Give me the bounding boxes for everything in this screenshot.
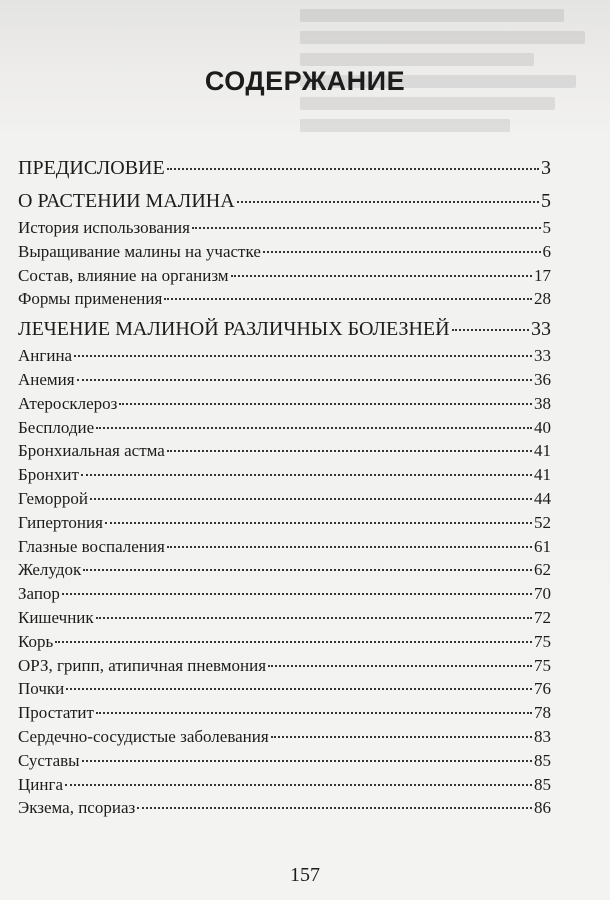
page-title: СОДЕРЖАНИЕ — [204, 66, 406, 96]
toc-entry-page: 62 — [534, 560, 551, 580]
toc-entry-page: 85 — [534, 774, 551, 794]
toc-item — [18, 725, 551, 749]
dot-leader — [167, 168, 539, 170]
toc-entry-page: 6 — [542, 241, 551, 261]
toc-entry-page: 75 — [534, 631, 551, 651]
dot-leader — [237, 201, 539, 203]
toc-entry-page: 40 — [534, 417, 551, 437]
toc-item — [18, 677, 551, 701]
toc-entry-page: 83 — [534, 726, 551, 746]
toc-entry-title: История использования — [18, 218, 190, 237]
toc-entry-title: Геморрой — [18, 488, 88, 508]
dot-leader — [452, 329, 529, 331]
dot-leader — [231, 275, 532, 277]
dot-leader — [192, 227, 541, 229]
toc-item — [18, 287, 551, 311]
page-number: 157 — [290, 864, 320, 886]
toc-item — [18, 535, 551, 559]
toc-entry-page: 33 — [534, 346, 551, 366]
toc-entry-title: Атеросклероз — [18, 393, 118, 413]
table-of-contents — [18, 150, 551, 820]
toc-chapter — [18, 186, 551, 216]
dot-leader — [65, 784, 532, 786]
toc-entry-page: 70 — [534, 584, 551, 604]
dot-leader — [271, 736, 532, 738]
dot-leader — [74, 355, 532, 357]
toc-entry-title: О РАСТЕНИИ МАЛИНА — [18, 190, 235, 212]
toc-entry-page: 75 — [534, 655, 551, 675]
toc-entry-page: 5 — [541, 190, 551, 212]
toc-item — [18, 463, 551, 487]
toc-entry-title: Гипертония — [18, 512, 103, 532]
dot-leader — [96, 427, 532, 429]
toc-entry-title: Бронхит — [18, 465, 79, 485]
dot-leader — [268, 665, 532, 667]
toc-item — [18, 558, 551, 582]
toc-entry-page: 78 — [534, 703, 551, 723]
toc-entry-page: 41 — [534, 465, 551, 485]
toc-item — [18, 416, 551, 440]
toc-item — [18, 701, 551, 725]
toc-entry-title: Суставы — [18, 750, 80, 770]
toc-item — [18, 368, 551, 392]
dot-leader — [82, 760, 532, 762]
toc-item — [18, 630, 551, 654]
toc-item — [18, 796, 551, 820]
toc-entry-title: Бесплодие — [18, 417, 95, 437]
toc-entry-page: 86 — [534, 798, 551, 818]
dot-leader — [167, 546, 532, 548]
toc-item — [18, 439, 551, 463]
toc-entry-page: 72 — [534, 607, 551, 627]
toc-chapter — [18, 153, 551, 183]
toc-chapter — [18, 314, 551, 344]
toc-entry-page: 44 — [534, 488, 551, 508]
toc-entry-title: Простатит — [18, 703, 94, 723]
toc-entry-title: Кишечник — [18, 607, 94, 627]
dot-leader — [164, 298, 532, 300]
toc-entry-title: Корь — [18, 631, 54, 651]
dot-leader — [96, 712, 532, 714]
dot-leader — [105, 522, 532, 524]
toc-entry-page: 33 — [531, 318, 551, 341]
toc-entry-title: Состав, влияние на организм — [18, 265, 229, 285]
toc-item — [18, 240, 551, 264]
toc-entry-page: 76 — [534, 679, 551, 699]
toc-item — [18, 511, 551, 535]
toc-entry-page: 85 — [534, 750, 551, 770]
toc-item — [18, 606, 551, 630]
dot-leader — [77, 379, 532, 381]
toc-item — [18, 264, 551, 288]
toc-entry-page: 38 — [534, 393, 551, 413]
dot-leader — [90, 498, 532, 500]
toc-item — [18, 773, 551, 797]
toc-entry-page: 17 — [534, 265, 551, 285]
toc-entry-title: Почки — [18, 679, 65, 699]
toc-entry-page: 28 — [534, 289, 551, 309]
toc-entry-page: 61 — [534, 536, 551, 556]
dot-leader — [96, 617, 532, 619]
toc-entry-page: 41 — [534, 441, 551, 461]
toc-entry-page: 36 — [534, 369, 551, 389]
dot-leader — [167, 450, 532, 452]
dot-leader — [263, 251, 541, 253]
toc-entry-title: Ангина — [18, 346, 73, 366]
toc-item — [18, 392, 551, 416]
dot-leader — [81, 474, 532, 476]
toc-entry-title: ЛЕЧЕНИЕ МАЛИНОЙ РАЗЛИЧНЫХ БОЛЕЗНЕЙ — [18, 318, 450, 341]
toc-item — [18, 749, 551, 773]
toc-entry-title: Выращивание малины на участке — [18, 241, 261, 261]
dot-leader — [119, 403, 532, 405]
toc-entry-page: 52 — [534, 512, 551, 532]
toc-entry-page: 5 — [542, 218, 551, 237]
toc-item — [18, 344, 551, 368]
toc-item — [18, 487, 551, 511]
toc-entry-title: Цинга — [18, 774, 63, 794]
dot-leader — [83, 569, 532, 571]
toc-item — [18, 654, 551, 678]
dot-leader — [66, 688, 532, 690]
dot-leader — [55, 641, 532, 643]
toc-item — [18, 582, 551, 606]
toc-entry-title: Формы применения — [18, 289, 163, 309]
toc-entry-page: 3 — [541, 157, 551, 179]
toc-item — [18, 216, 551, 240]
toc-entry-title: Бронхиальная астма — [18, 441, 165, 461]
dot-leader — [137, 807, 532, 809]
toc-entry-title: Сердечно-сосудистые заболевания — [18, 726, 269, 746]
toc-entry-title: ПРЕДИСЛОВИЕ — [18, 157, 165, 179]
toc-entry-title: Анемия — [18, 369, 75, 389]
toc-entry-title: Глазные воспаления — [18, 536, 165, 556]
toc-entry-title: ОРЗ, грипп, атипичная пневмония — [18, 655, 267, 675]
toc-entry-title: Желудок — [18, 560, 82, 580]
toc-entry-title: Экзема, псориаз — [18, 798, 136, 818]
dot-leader — [62, 593, 532, 595]
toc-entry-title: Запор — [18, 584, 60, 604]
